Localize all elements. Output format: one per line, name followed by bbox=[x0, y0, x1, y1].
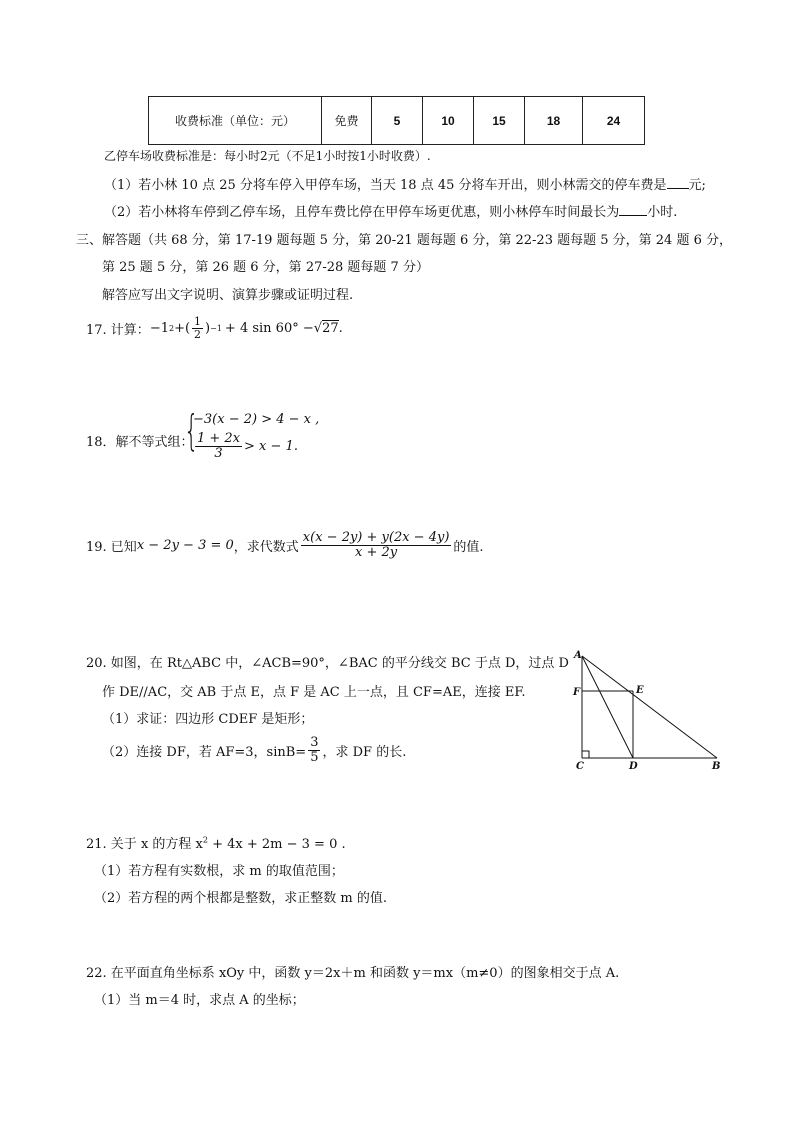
q22-part1: （1）当 m＝4 时，求点 A 的坐标； bbox=[94, 993, 305, 1008]
q18-prefix: 18．解不等式组： bbox=[86, 435, 194, 450]
q20-frac-num: 3 bbox=[310, 735, 319, 750]
q18-ineq2-tail: > x − 1. bbox=[244, 438, 298, 454]
table-cell: 5 bbox=[372, 97, 423, 145]
label-d: D bbox=[629, 761, 638, 772]
segment-ab bbox=[582, 656, 717, 758]
q16-part1 bbox=[104, 174, 706, 193]
q19-end: 的值. bbox=[453, 539, 484, 555]
label-e: E bbox=[636, 685, 644, 696]
q17-term-a: −1 bbox=[149, 320, 169, 336]
q18-ineq2 bbox=[193, 432, 298, 460]
table-cell: 18 bbox=[525, 97, 583, 145]
q20-part2-text: （2）连接 DF，若 AF=3，sinB= bbox=[102, 744, 307, 760]
label-a: A bbox=[574, 650, 582, 661]
table-cell: 10 bbox=[423, 97, 474, 145]
q18-frac-den: 3 bbox=[214, 445, 223, 461]
answer-blank bbox=[619, 203, 647, 216]
q19 bbox=[86, 531, 484, 559]
q17-sqrt-arg: 27 bbox=[322, 321, 339, 337]
q20-part2 bbox=[102, 736, 406, 764]
q22-line1: 22. 在平面直角坐标系 xOy 中，函数 y＝2x＋m 和函数 y＝mx（m≠0）的图象相交于点 A. bbox=[86, 966, 620, 981]
q16-part2 bbox=[104, 201, 677, 220]
parking-b-rule: 乙停车场收费标准是：每小时2元（不足1小时按1小时收费）. bbox=[104, 149, 431, 163]
q16-part1-text: （1）若小林 10 点 25 分将车停入甲停车场，当天 18 点 45 分将车开出，则小林需交的停车费是 bbox=[104, 178, 667, 193]
brace-icon: { bbox=[184, 406, 199, 455]
table-cell: 免费 bbox=[322, 97, 372, 145]
q20-line2: 作 DE//AC，交 AB 于点 E，点 F 是 AC 上一点，且 CF=AE，连接 EF. bbox=[102, 685, 526, 700]
q21-text-tail: + 4x + 2m − 3 = 0 . bbox=[207, 837, 346, 852]
q17-prefix: 17. 计算： bbox=[86, 322, 150, 338]
q19-fraction bbox=[301, 531, 452, 559]
table-cell: 24 bbox=[583, 97, 645, 145]
q17-term-b: +( bbox=[174, 320, 191, 336]
q20-part1: （1）求证：四边形 CDEF 是矩形； bbox=[102, 712, 314, 727]
q21-part1: （1）若方程有实数根，求 m 的取值范围； bbox=[94, 864, 344, 879]
q21-part2: （2）若方程的两个根都是整数，求正整数 m 的值. bbox=[94, 891, 387, 906]
section3-instruction: 解答应写出文字说明、演算步骤或证明过程. bbox=[102, 288, 354, 303]
q17 bbox=[86, 316, 343, 340]
label-c: C bbox=[576, 761, 584, 772]
q17-term-c: ) bbox=[205, 320, 211, 336]
q17-sup-a: 2 bbox=[168, 323, 175, 333]
table-header-cell: 收费标准（单位：元） bbox=[149, 97, 322, 145]
q19-prefix: 19. 已知 bbox=[86, 539, 137, 555]
triangle-figure bbox=[566, 648, 726, 774]
q17-sup-c: −1 bbox=[210, 323, 222, 333]
label-f: F bbox=[573, 687, 581, 698]
q17-term-d: + 4 sin 60° − bbox=[224, 320, 314, 336]
q16-part2-unit: 小时. bbox=[647, 205, 678, 220]
q21-line1 bbox=[86, 833, 346, 852]
q18-frac-num: 1 + 2x bbox=[197, 431, 241, 446]
q20-line1: 20. 如图，在 Rt△ABC 中，∠ACB=90°，∠BAC 的平分线交 BC 于点 D，过点 D bbox=[86, 656, 569, 671]
sqrt-icon: √ bbox=[313, 320, 323, 336]
right-angle-mark bbox=[582, 751, 589, 758]
q19-given: x − 2y − 3 = 0 bbox=[136, 537, 234, 553]
q16-part1-unit: 元; bbox=[688, 178, 706, 193]
q19-mid: ，求代数式 bbox=[233, 539, 299, 555]
answer-blank bbox=[667, 176, 689, 189]
q18-ineq1: −3(x − 2) > 4 − x , bbox=[193, 412, 320, 427]
q18-fraction bbox=[195, 432, 242, 460]
q19-frac-num: x(x − 2y) + y(2x − 4y) bbox=[302, 530, 450, 545]
q17-frac-den: 2 bbox=[194, 327, 202, 341]
q17-frac-num: 1 bbox=[194, 315, 202, 328]
label-b: B bbox=[712, 761, 721, 772]
segment-ad bbox=[582, 656, 633, 758]
table-row bbox=[149, 97, 645, 145]
q20-part2-tail: ，求 DF 的长. bbox=[322, 744, 407, 760]
q21-sup: 2 bbox=[202, 835, 208, 845]
section3-scoring: 第 25 题 5 分，第 26 题 6 分，第 27-28 题每题 7 分） bbox=[102, 260, 429, 275]
table-cell: 15 bbox=[474, 97, 525, 145]
q16-part2-text: （2）若小林将车停到乙停车场，且停车费比停在甲停车场更优惠，则小林停车时间最长为 bbox=[104, 205, 620, 220]
q20-frac-den: 5 bbox=[310, 749, 319, 765]
q17-fraction bbox=[192, 316, 203, 340]
fee-table bbox=[148, 96, 645, 145]
q21-text: 21. 关于 x 的方程 x bbox=[86, 837, 203, 852]
q17-end: . bbox=[338, 320, 343, 336]
section3-heading: 三、解答题（共 68 分，第 17-19 题每题 5 分，第 20-21 题每题 6 分，第 22-23 题每题 5 分，第 24 题 6 分， bbox=[76, 233, 732, 248]
q19-frac-den: x + 2y bbox=[355, 544, 398, 560]
q20-fraction bbox=[308, 736, 320, 764]
